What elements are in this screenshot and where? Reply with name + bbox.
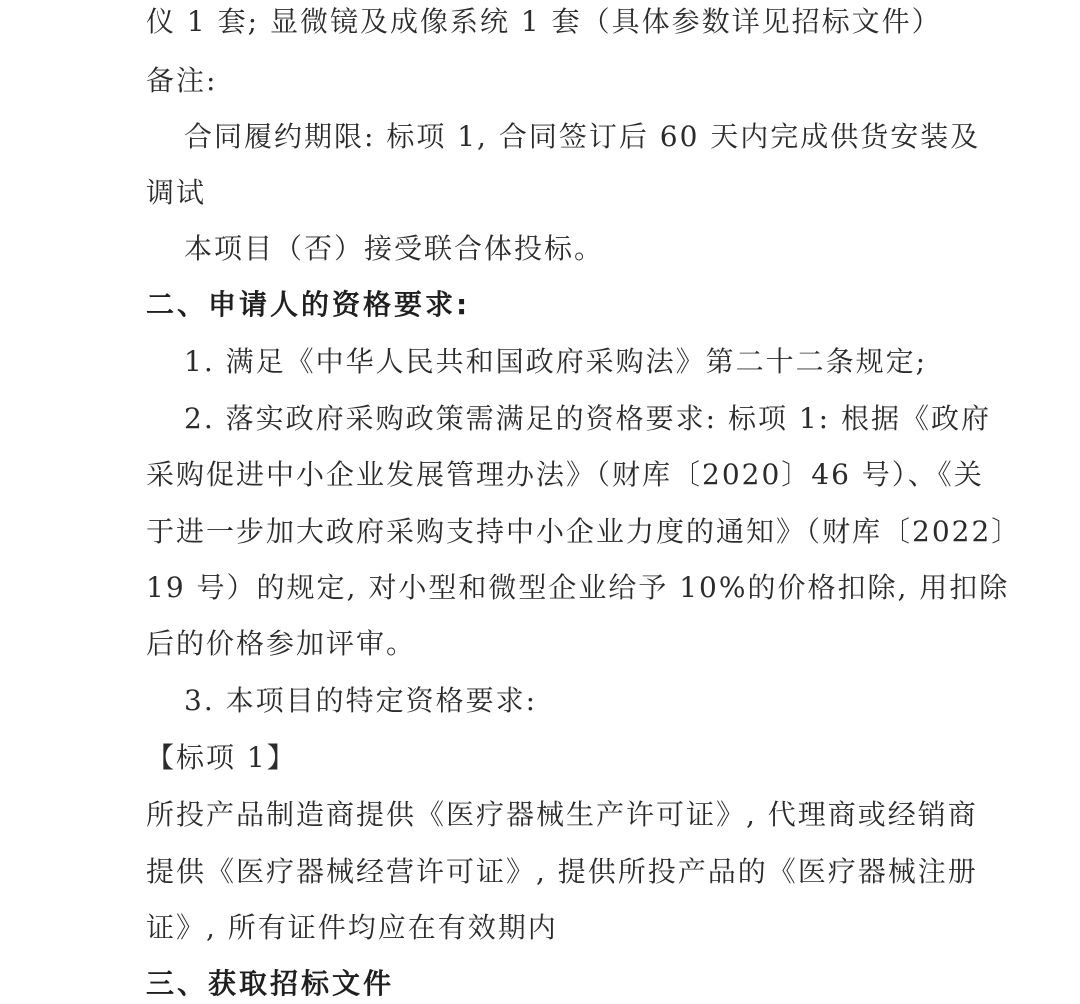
- requirement-2-line-1: 2. 落实政府采购政策需满足的资格要求: 标项 1: 根据《政府: [184, 402, 992, 435]
- lot-1-label: 【标项 1】: [146, 741, 297, 774]
- section-heading-obtain-documents: 三、获取招标文件: [146, 967, 395, 1000]
- requirement-2-line-4: 19 号）的规定, 对小型和微型企业给予 10%的价格扣除, 用扣除: [146, 571, 1010, 604]
- lot-1-requirement-line-3: 证》, 所有证件均应在有效期内: [146, 911, 558, 944]
- remarks-label: 备注:: [146, 64, 218, 97]
- contract-term-continuation: 调试: [146, 176, 207, 209]
- lot-1-requirement-line-2: 提供《医疗器械经营许可证》, 提供所投产品的《医疗器械注册: [146, 855, 978, 888]
- requirement-3: 3. 本项目的特定资格要求:: [184, 684, 538, 717]
- section-heading-qualification: 二、申请人的资格要求:: [146, 288, 471, 321]
- consortium-bid-line: 本项目（否）接受联合体投标。: [184, 232, 605, 265]
- requirement-2-line-5: 后的价格参加评审。: [146, 627, 417, 660]
- requirement-2-line-3: 于进一步加大政府采购支持中小企业力度的通知》（财库〔2022〕: [146, 515, 1022, 548]
- lot-1-requirement-line-1: 所投产品制造商提供《医疗器械生产许可证》, 代理商或经销商: [146, 798, 978, 831]
- contract-term-line: 合同履约期限: 标项 1, 合同签订后 60 天内完成供货安装及: [184, 120, 981, 153]
- requirement-1: 1. 满足《中华人民共和国政府采购法》第二十二条规定;: [184, 345, 928, 378]
- equipment-list-line: 仪 1 套; 显微镜及成像系统 1 套（具体参数详见招标文件）: [146, 5, 942, 38]
- requirement-2-line-2: 采购促进中小企业发展管理办法》（财库〔2020〕46 号）、《关: [146, 458, 984, 491]
